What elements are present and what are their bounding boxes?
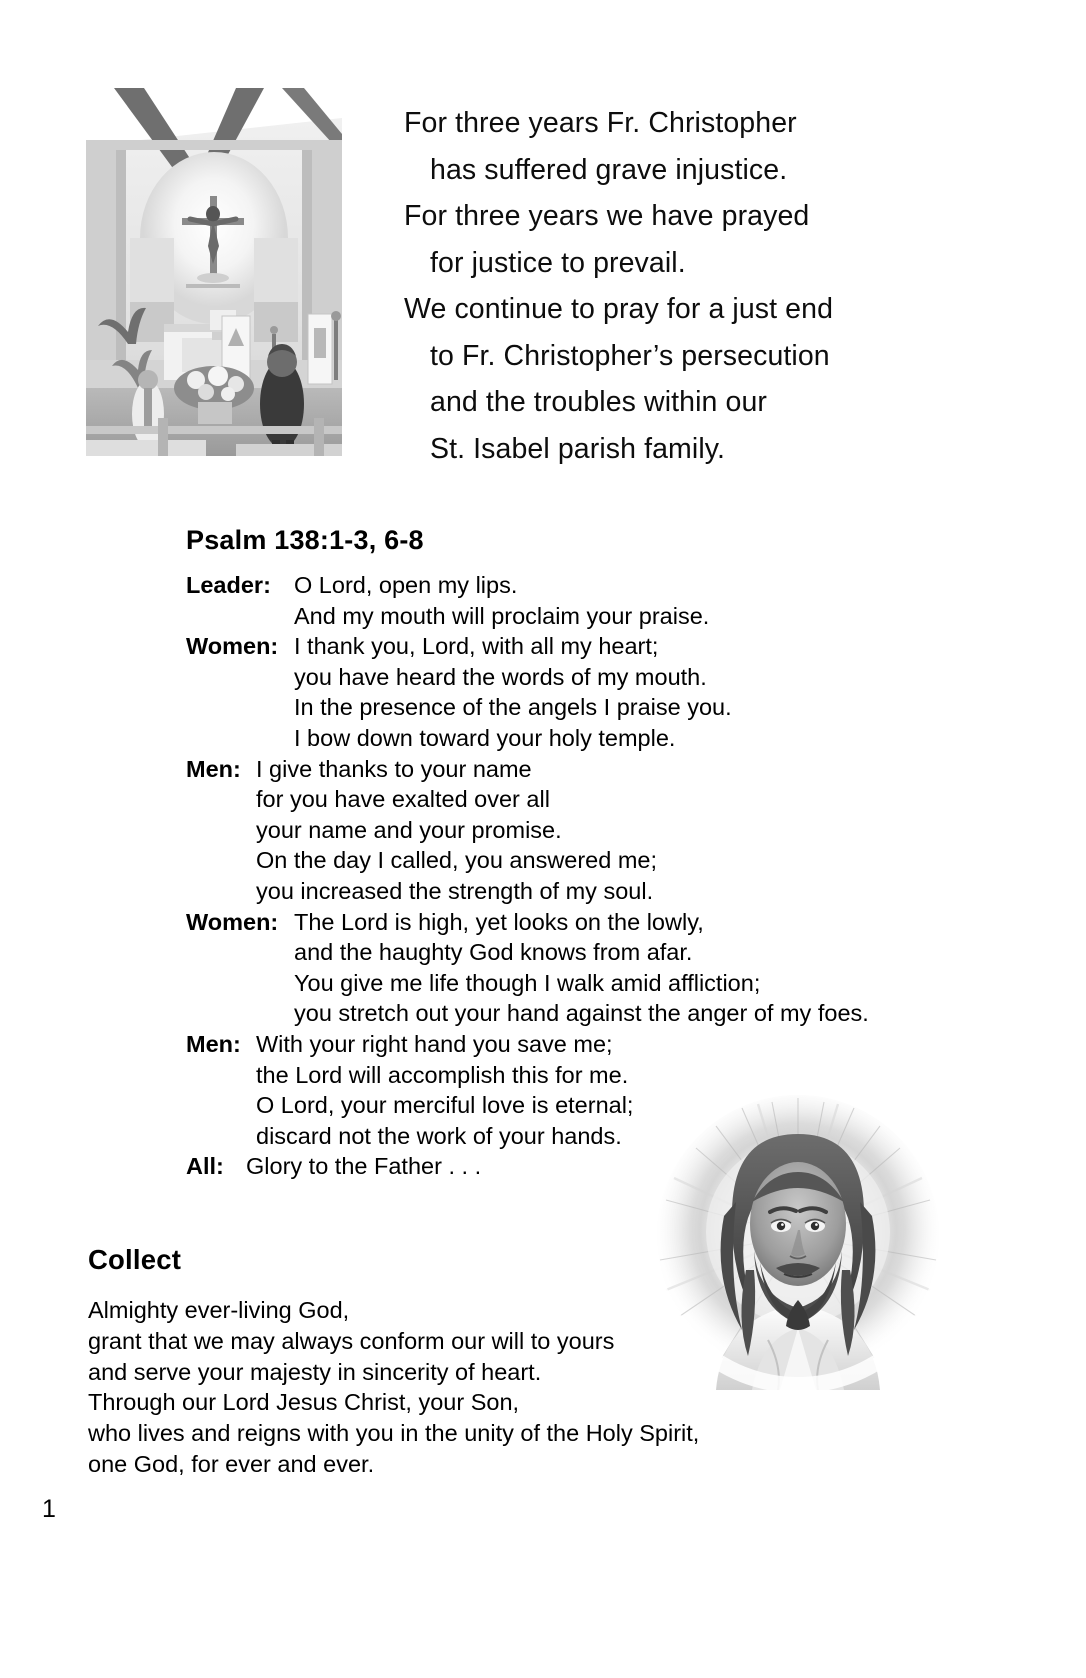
- verse-text: for you have exalted over all: [256, 786, 550, 813]
- intro-verse-text: [404, 100, 1024, 472]
- psalm-line: [186, 1029, 1046, 1060]
- psalm-stanza: [186, 754, 1046, 907]
- psalm-stanza: [186, 907, 1046, 1029]
- intro-line: and the troubles within our: [430, 386, 767, 418]
- verse-text: you stretch out your hand against the anger of my foes.: [294, 1000, 869, 1027]
- psalm-heading: Psalm 138:1-3, 6-8: [186, 525, 424, 555]
- verse-text: With your right hand you save me;: [256, 1030, 613, 1057]
- verse-text: and the haughty God knows from afar.: [294, 939, 693, 966]
- verse-text: And my mouth will proclaim your praise.: [294, 602, 710, 629]
- verse-text: discard not the work of your hands.: [256, 1122, 622, 1149]
- verse-text: I give thanks to your name: [256, 755, 532, 782]
- speaker-label: Leader:: [186, 572, 271, 598]
- speaker-label: Men:: [186, 755, 241, 782]
- intro-line: to Fr. Christopher’s persecution: [430, 339, 830, 372]
- speaker-label: Men:: [186, 1030, 241, 1057]
- intro-line: We continue to pray for a just end: [404, 293, 834, 325]
- verse-text: In the presence of the angels I praise you.: [294, 694, 732, 721]
- collect-line: Almighty ever-living God,: [88, 1297, 350, 1323]
- psalm-section: [186, 524, 1046, 1182]
- psalm-line: [186, 570, 1046, 601]
- intro-line: For three years we have prayed: [404, 200, 810, 232]
- verse-text: the Lord will accomplish this for me.: [256, 1061, 629, 1088]
- collect-line: Through our Lord Jesus Christ, your Son,: [88, 1389, 520, 1416]
- collect-line: and serve your majesty in sincerity of heart.: [88, 1358, 542, 1385]
- intro-line: for justice to prevail.: [430, 246, 686, 279]
- speaker-label: All:: [186, 1153, 224, 1180]
- church-sanctuary-photo: [86, 88, 342, 456]
- verse-text: O Lord, your merciful love is eternal;: [256, 1092, 634, 1119]
- collect-line: one God, for ever and ever.: [88, 1450, 375, 1477]
- speaker-label: Women:: [186, 908, 279, 935]
- verse-text: Glory to the Father . . .: [246, 1153, 482, 1180]
- psalm-line: [186, 907, 1046, 938]
- verse-text: I thank you, Lord, with all my heart;: [294, 633, 659, 660]
- verse-text: I bow down toward your holy temple.: [294, 724, 676, 751]
- collect-line: who lives and reigns with you in the unity of the Holy Spirit,: [88, 1420, 700, 1447]
- collect-heading: Collect: [88, 1244, 182, 1275]
- psalm-stanza: [186, 631, 1046, 753]
- intro-line: St. Isabel parish family.: [430, 432, 726, 465]
- verse-text: On the day I called, you answered me;: [256, 847, 658, 874]
- verse-text: O Lord, open my lips.: [294, 572, 518, 598]
- collect-line: grant that we may always conform our will to yours: [88, 1327, 615, 1354]
- collect-section: [88, 1243, 788, 1480]
- verse-text: you have heard the words of my mouth.: [294, 663, 707, 690]
- verse-text: You give me life though I walk amid affliction;: [294, 969, 761, 996]
- verse-text: you increased the strength of my soul.: [256, 877, 654, 904]
- psalm-line: [186, 631, 1046, 662]
- verse-text: your name and your promise.: [256, 816, 562, 843]
- intro-line: has suffered grave injustice.: [430, 153, 788, 186]
- psalm-line: [186, 754, 1046, 785]
- page-number: 1: [42, 1495, 56, 1523]
- psalm-stanza: [186, 570, 1046, 631]
- intro-section: [0, 0, 1086, 480]
- verse-text: The Lord is high, yet looks on the lowly,: [294, 908, 704, 935]
- intro-line: For three years Fr. Christopher: [404, 107, 797, 139]
- speaker-label: Women:: [186, 633, 279, 660]
